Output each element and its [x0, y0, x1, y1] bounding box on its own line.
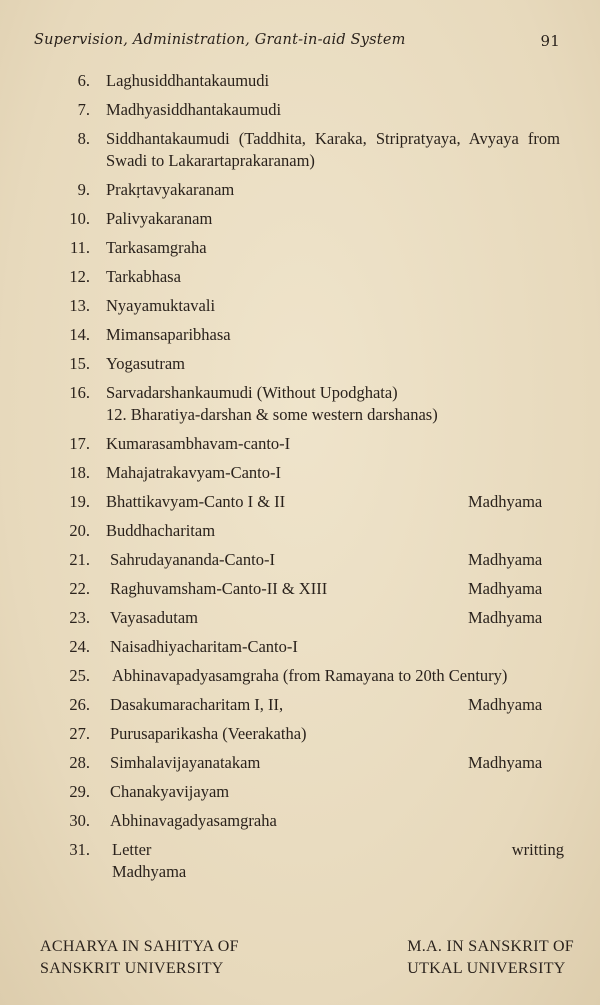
item-number: 16. [69, 383, 90, 402]
item-text: Letter [112, 840, 152, 859]
list-item [0, 128, 600, 172]
page-header [34, 32, 560, 50]
list-item [0, 752, 600, 774]
list-item [0, 839, 600, 883]
item-number: 11. [69, 238, 90, 257]
item-number: 13. [69, 296, 90, 315]
item-number: 30. [69, 811, 90, 830]
item-number: 9. [77, 180, 90, 199]
item-text: Purusaparikasha (Veerakatha) [110, 724, 307, 743]
page-number: 91 [540, 32, 560, 50]
item-number: 20. [69, 521, 90, 540]
item-number: 6. [77, 71, 90, 90]
item-number: 28. [69, 753, 90, 772]
item-number: 24. [69, 637, 90, 656]
list-item [0, 781, 600, 803]
item-text: Mahajatrakavyam-Canto-I [106, 463, 282, 482]
item-number: 27. [69, 724, 90, 743]
item-text: Siddhantakaumudi (Taddhita, Karaka, Stripratyaya, Avyaya from Swadi to Lakarartaprakaranam) [106, 129, 560, 170]
item-text: Prakṛtavyakaranam [106, 180, 235, 199]
item-number: 8. [77, 129, 90, 148]
list-item [0, 295, 600, 317]
item-number: 19. [69, 492, 90, 511]
item-text: Palivyakaranam [106, 209, 213, 228]
footer-left-line-1: ACHARYA IN SAHITYA OF [40, 938, 239, 955]
item-text: Chanakyavijayam [110, 782, 230, 801]
list-item [0, 208, 600, 230]
level-tag: Madhyama [468, 608, 543, 627]
footer-left [40, 936, 239, 980]
item-number: 15. [69, 354, 90, 373]
item-number: 26. [69, 695, 90, 714]
item-text: Yogasutram [106, 354, 185, 373]
list-item [0, 324, 600, 346]
item-number: 22. [69, 579, 90, 598]
list-item [0, 694, 600, 716]
list-item [0, 433, 600, 455]
item-text: Madhyasiddhantakaumudi [106, 100, 282, 119]
list-item [0, 636, 600, 658]
list-item [0, 607, 600, 629]
footer-right-line-1: M.A. IN SANSKRIT OF [407, 938, 574, 955]
list-item [0, 462, 600, 484]
list-item [0, 353, 600, 375]
list-item [0, 179, 600, 201]
list-item [0, 549, 600, 571]
list-item [0, 70, 600, 92]
item-number: 17. [69, 434, 90, 453]
item-text-continued: Madhyama [112, 862, 187, 881]
item-text-continued: 12. Bharatiya-darshan & some western darshanas) [106, 405, 438, 424]
footer-left-line-2: SANSKRIT UNIVERSITY [40, 960, 224, 977]
item-text: Dasakumaracharitam I, II, [110, 695, 284, 714]
list-item [0, 382, 600, 426]
footer-right-line-2: UTKAL UNIVERSITY [407, 960, 566, 977]
item-number: 31. [69, 840, 90, 859]
list-item [0, 520, 600, 542]
item-text: Tarkabhasa [106, 267, 181, 286]
item-number: 23. [69, 608, 90, 627]
list-item [0, 491, 600, 513]
item-text: Abhinavapadyasamgraha (from Ramayana to 20th Century) [112, 666, 508, 685]
item-text: Sarvadarshankaumudi (Without Upodghata) [106, 383, 398, 402]
item-number: 21. [69, 550, 90, 569]
footer-right [407, 936, 574, 980]
item-text: Simhalavijayanatakam [110, 753, 261, 772]
running-title: Supervision, Administration, Grant-in-aid System [34, 32, 406, 48]
item-text: Laghusiddhantakaumudi [106, 71, 270, 90]
item-right-word: writting [511, 840, 564, 859]
level-tag: Madhyama [468, 579, 543, 598]
item-text: Bhattikavyam-Canto I & II [106, 492, 286, 511]
item-text: Sahrudayananda-Canto-I [110, 550, 275, 569]
list-item [0, 723, 600, 745]
list-item [0, 665, 600, 687]
list-item [0, 266, 600, 288]
item-number: 10. [69, 209, 90, 228]
syllabus-list [0, 70, 600, 890]
item-number: 14. [69, 325, 90, 344]
level-tag: Madhyama [468, 695, 543, 714]
item-number: 25. [69, 666, 90, 685]
level-tag: Madhyama [468, 492, 543, 511]
item-text: Naisadhiyacharitam-Canto-I [110, 637, 298, 656]
item-text: Kumarasambhavam-canto-I [106, 434, 291, 453]
item-number: 7. [77, 100, 90, 119]
item-text: Tarkasamgraha [106, 238, 207, 257]
item-number: 18. [69, 463, 90, 482]
item-text: Buddhacharitam [106, 521, 216, 540]
item-number: 12. [69, 267, 90, 286]
item-text: Vayasadutam [110, 608, 198, 627]
item-text: Abhinavagadyasamgraha [110, 811, 277, 830]
item-text: Raghuvamsham-Canto-II & XIII [110, 579, 328, 598]
item-number: 29. [69, 782, 90, 801]
level-tag: Madhyama [468, 753, 543, 772]
list-item [0, 99, 600, 121]
list-item [0, 237, 600, 259]
page-footer [40, 936, 574, 980]
item-text: Mimansaparibhasa [106, 325, 231, 344]
item-text: Nyayamuktavali [106, 296, 216, 315]
list-item [0, 810, 600, 832]
level-tag: Madhyama [468, 550, 543, 569]
list-item [0, 578, 600, 600]
